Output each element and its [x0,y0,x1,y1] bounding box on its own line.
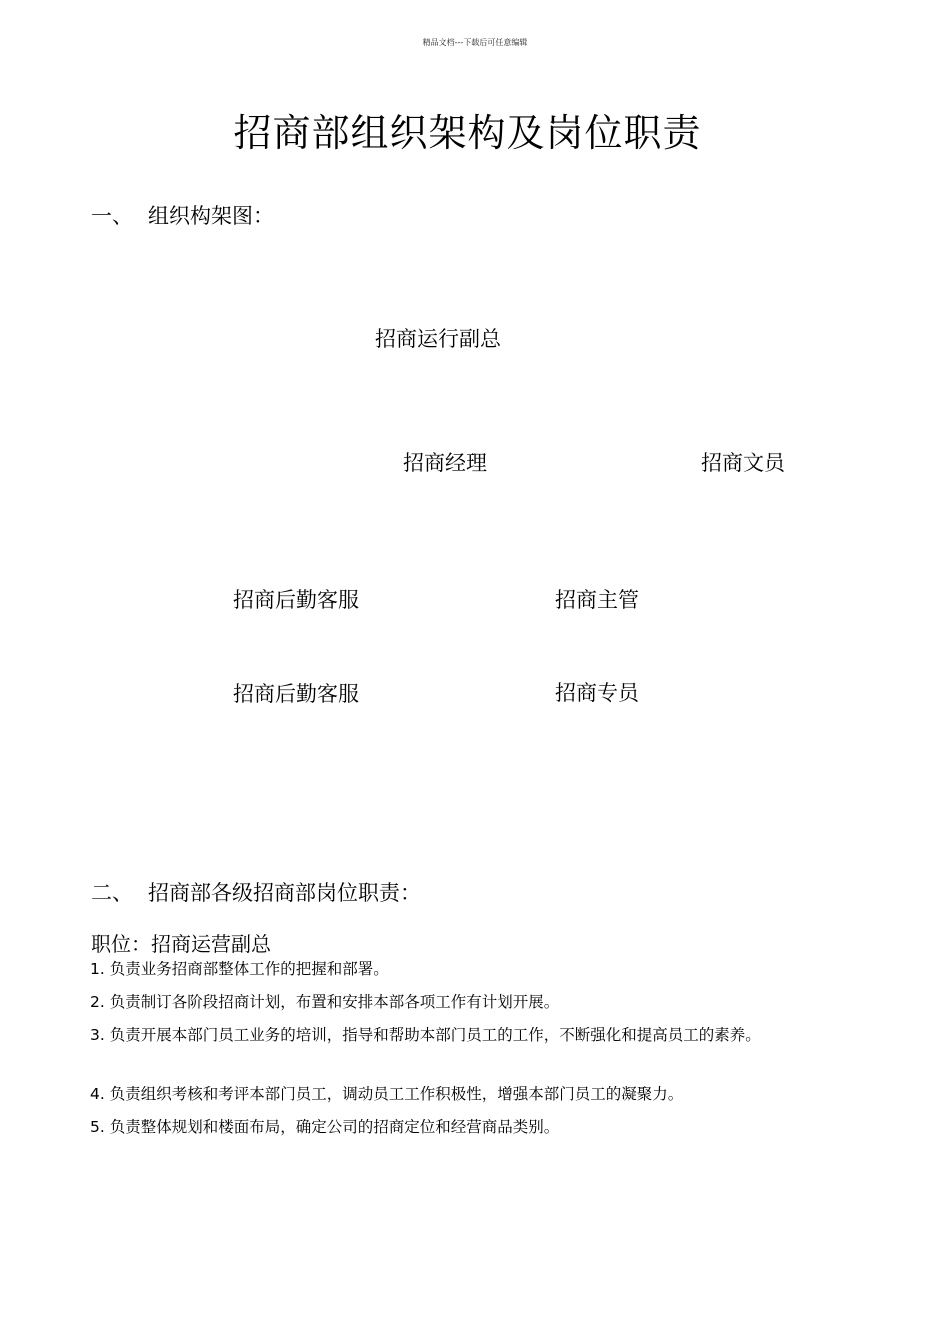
document-title: 招商部组织架构及岗位职责 [233,111,702,155]
org-node-supervisor: 招商主管 [555,588,639,612]
position-title: 职位：招商运营副总 [91,932,271,956]
header-note: 精品文档---下载后可任意编辑 [422,38,528,47]
duty-item: 5. 负责整体规划和楼面布局，确定公司的招商定位和经营商品类别。 [90,1118,560,1136]
org-node-manager: 招商经理 [403,451,487,475]
org-node-specialist: 招商专员 [555,681,639,705]
duty-item: 1. 负责业务招商部整体工作的把握和部署。 [90,960,389,978]
section-1-heading [91,200,274,230]
org-node-logistics-1: 招商后勤客服 [233,588,359,612]
duty-item: 4. 负责组织考核和考评本部门员工，调动员工工作积极性，增强本部门员工的凝聚力。 [90,1085,684,1103]
org-node-clerk: 招商文员 [701,451,785,475]
org-node-logistics-2: 招商后勤客服 [233,682,359,706]
section-1-title: 组织构架图： [148,204,274,228]
section-2-heading [91,877,421,907]
org-node-vp: 招商运行副总 [375,327,501,351]
section-2-title: 招商部各级招商部岗位职责： [148,881,421,905]
duty-item: 2. 负责制订各阶段招商计划，布置和安排本部各项工作有计划开展。 [90,993,560,1011]
section-1-number: 一、 [91,204,133,228]
duty-item: 3. 负责开展本部门员工业务的培训，指导和帮助本部门员工的工作，不断强化和提高员工的素养。 [90,1026,761,1044]
section-2-number: 二、 [91,881,133,905]
